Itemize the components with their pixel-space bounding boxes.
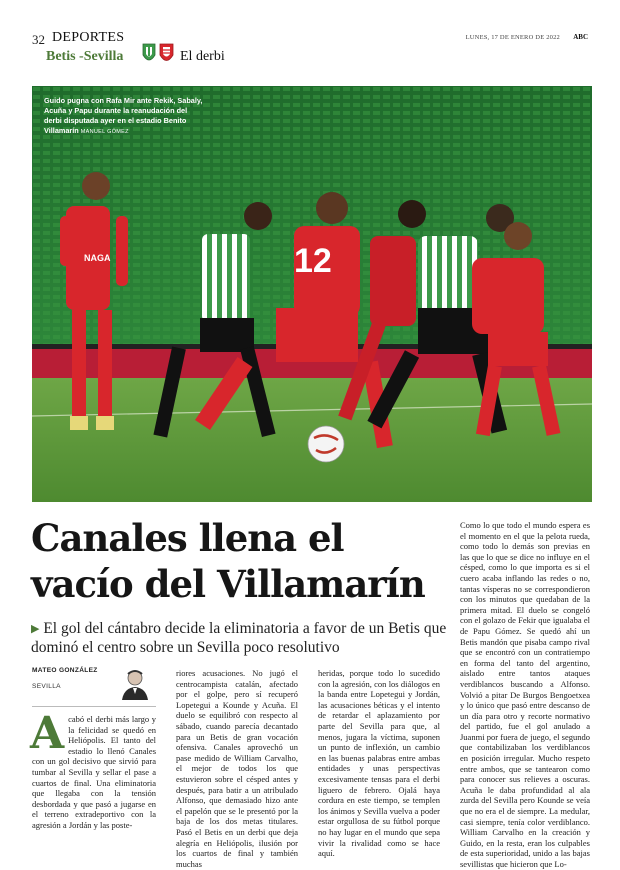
byline-divider: [32, 706, 156, 707]
body-column-2: [176, 668, 298, 869]
football-scene-image: [32, 86, 592, 502]
shirt-number: 12: [294, 242, 332, 280]
headline-line-1: Canales llena el: [31, 516, 344, 560]
section-title: DEPORTES: [52, 30, 125, 45]
page-header: [32, 30, 588, 74]
triangle-bullet-icon: ▶: [31, 623, 40, 635]
author-portrait-icon: [118, 666, 152, 700]
column-1-text: cabó el derbi más largo y la felicidad se quedó en Heliópolis. El tanto del estadio lo llenó Canales con un gol decisivo que sirvió para tumbar al Sevilla y sellar el pase a cuartos de final. Una eliminatoria que llegaba con la tensión desbordada y que pasó a jugarse en el terreno extradeportivo con la agresión a Jordán y las poste-: [32, 714, 156, 830]
caption-text: Guido pugna con Rafa Mir ante Rekik, Sabaly, Acuña y Papu durante la reanudación del derbi disputada ayer en el estadio Benito Villamarín: [44, 96, 203, 135]
issue-date: LUNES, 17 DE ENERO DE 2022: [465, 34, 560, 41]
body-column-4: [460, 520, 590, 870]
deck-text: El gol del cántabro decide la eliminatoria a favor de un Betis que dominó el centro sobre un Sevilla poco resolutivo: [31, 620, 447, 656]
topic-label: El derbi: [180, 49, 225, 64]
drop-cap: A: [30, 708, 65, 759]
sponsor-label: NAGA: [84, 253, 111, 263]
body-column-3: [318, 668, 440, 859]
article-deck: [31, 620, 456, 657]
match-teams: Betis -Sevilla: [46, 49, 124, 64]
headline-line-2: vacío del Villamarín: [31, 562, 425, 606]
photo-caption: [44, 96, 204, 137]
author-name: MATEO GONZÁLEZ: [32, 667, 98, 674]
column-2-text: riores acusaciones. No jugó el centrocampista catalán, afectado por el golpe, pero sí recuperó Lopetegui a Kounde y Acuña. El duelo se equilibró con respecto al sábado, cuando parecía decantado para un Betis de gran vocación ofensiva. Canales aprovechó un pase medido de William Carvalho, el mejor de todos los que estuvieron sobre el césped antes y después, para batir a un atribulado Alfonso, que demasiado hizo ante el papelón que se le presentó por la baja de los dos metas titulares. Pasó el Betis en un derbi que deja alegría en Heliópolis, ilusión por los cuartos de final y también muchas: [176, 668, 298, 869]
publication-name: ABC: [573, 33, 588, 41]
column-3-text: heridas, porque todo lo sucedido con la agresión, con los diálogos en la banda entre Lopetegui y Jordán, las acusaciones béticas y el intento de retardar el aplazamiento por parte del Sevilla para que, al menos, jugara la víctima, suponen un punto de inflexión, un cambio en las buenas palabras entre ambas entidades y unas perspectivas excesivamente tensas para el derbi liguero de febrero. Ojalá haya cordura en este tiempo, se templen los ánimos y Sevilla vuelva a poder estar orgullosa de su fútbol porque no hay lugar en el mundo que sepa vivir la rivalidad como se hace aquí.: [318, 668, 440, 859]
body-column-1: [30, 708, 156, 831]
page-number: 32: [32, 32, 45, 47]
dateline-location: SEVILLA: [32, 683, 61, 690]
photo-credit: MANUEL GÓMEZ: [80, 129, 129, 135]
match-photo: [32, 86, 592, 502]
team-crests-icon: [141, 41, 175, 67]
article-headline: [31, 515, 461, 607]
column-4-text: Como lo que todo el mundo espera es el momento en el que la pelota rueda, como todo lo demás son previas en las que lo que se dice no influye en el césped, como lo que importa es si el cuero acaba inflando las redes o no, tantas vísperas no se correspondieron con los minutos que quedaban de la primera mitad. El duelo se congeló con el golazo de Fekir que igualaba el de Papu Gómez. Se quedó ahí un Betis mandón que pisaba campo rival que se encontró con un contratiempo en forma del tanto del argentino, aislado entre tantos ataques verdiblancos buscando a Alfonso. Volvió a pitar De Burgos Bengoetxea y lo único que pasó entre descanso de un día para otro y recorte normativo del partido, fue el gol anulado a Juanmi por fuera de juego, el segundo que contabilizaban los verdiblancos en posición irregular. Mucho respeto entre ambos, que se tantearon como para conocer sus relieves a oscuras. Acuña le daba profundidad al ala zurda del Sevilla pero Kounde se veía que no era el de siempre. La medular, casi siempre, tenía color verdiblanco. William Carvalho en la creación y Guido, en la resta, eran los culpables de esta superioridad, unido a las bajas sevillistas que hicieron que Lo-: [460, 520, 590, 869]
